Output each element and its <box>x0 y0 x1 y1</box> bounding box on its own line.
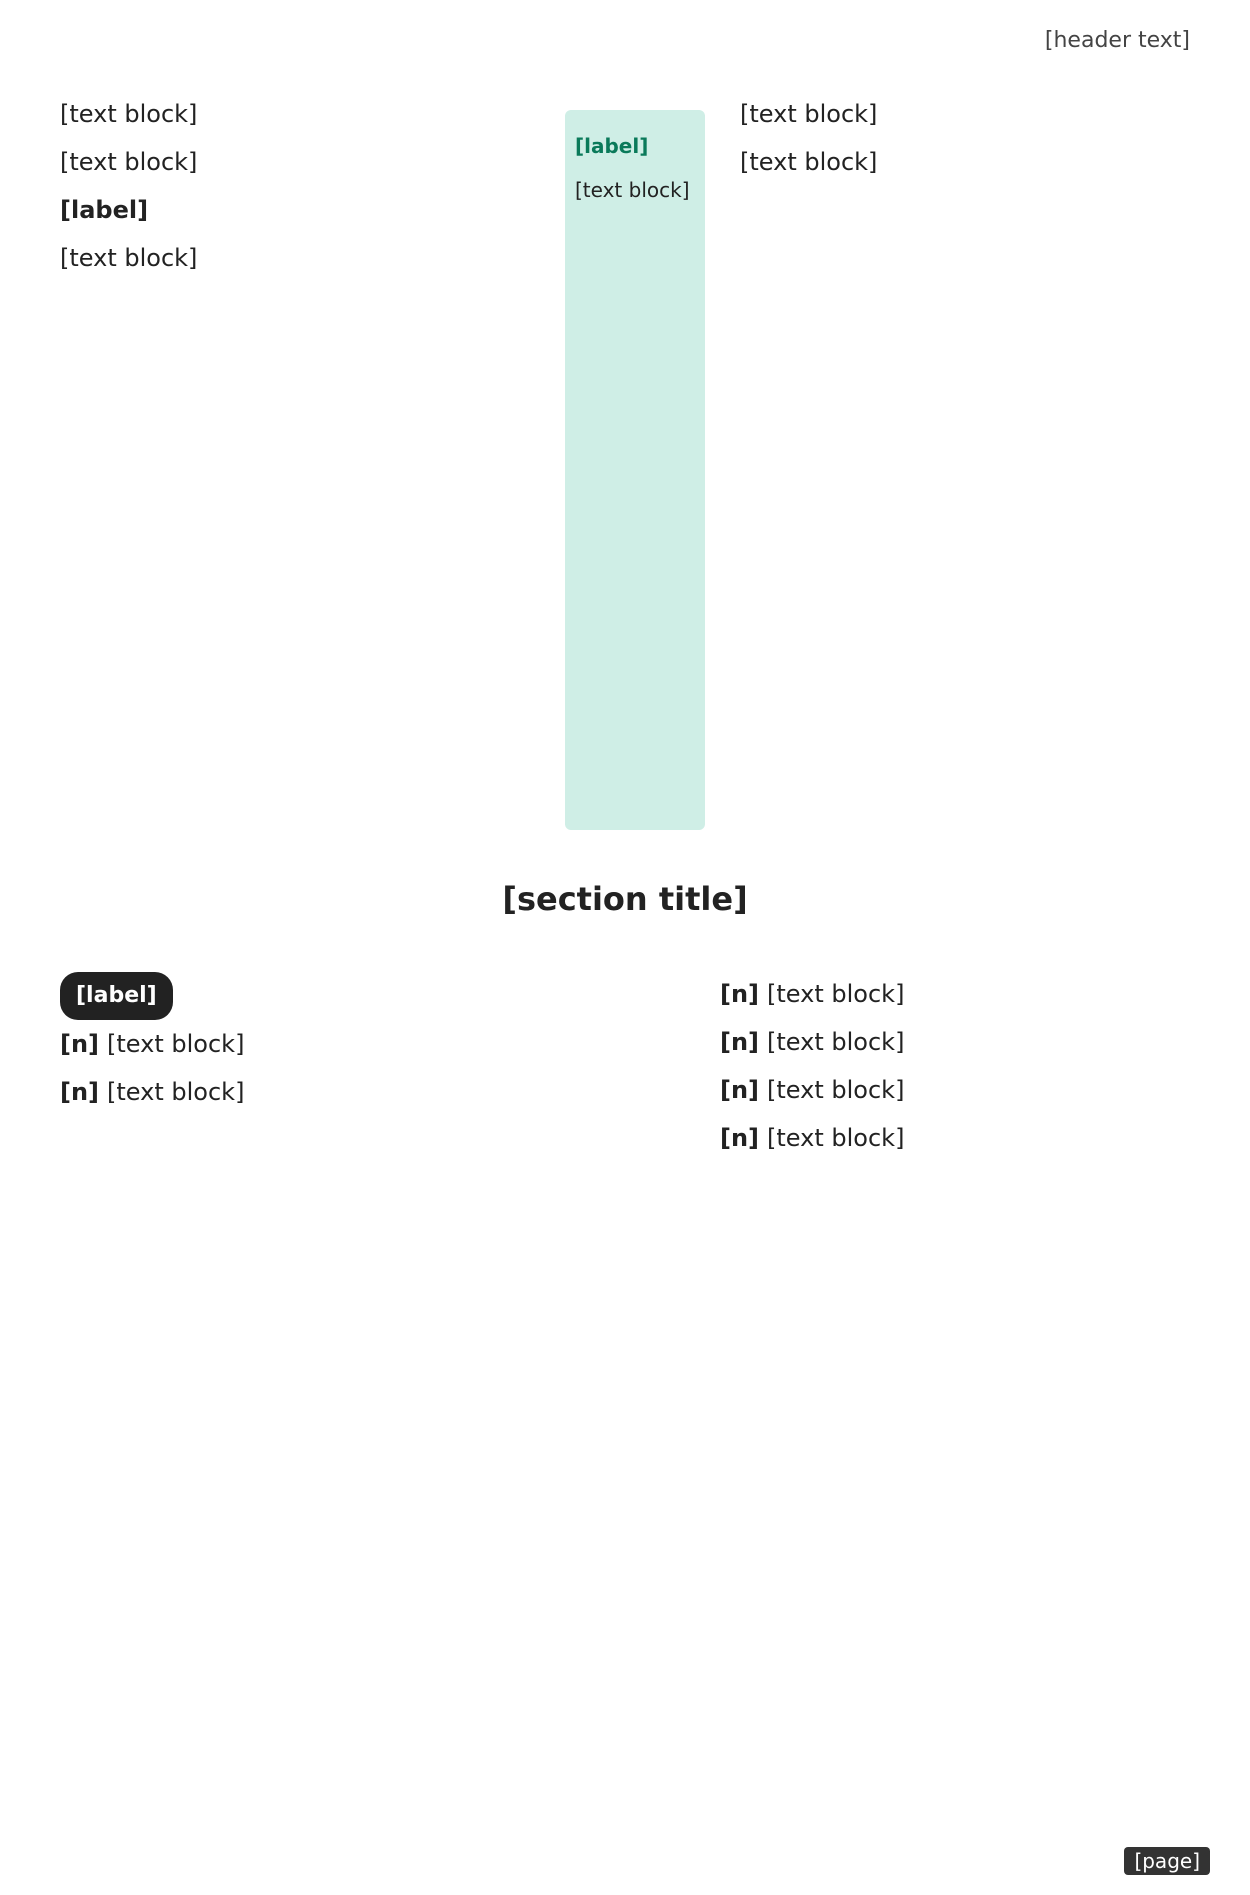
item-number: [n] <box>60 1030 100 1058</box>
answer-item <box>720 1018 1210 1066</box>
bottom-left-column <box>60 970 580 1116</box>
answer-item <box>720 1114 1210 1162</box>
running-header: [header text] <box>1044 28 1190 53</box>
item-text: [text block] <box>767 1028 905 1056</box>
item-text: [text block] <box>767 1124 905 1152</box>
page-number: [page] <box>1124 1847 1210 1875</box>
bottom-right-column <box>720 970 1210 1162</box>
item-number: [n] <box>60 1078 100 1106</box>
paragraph: [text block] <box>60 148 198 176</box>
paragraph: [text block] <box>60 100 198 128</box>
answer-item <box>60 1020 580 1068</box>
paragraph: [text block] <box>740 148 878 176</box>
top-left-column <box>60 90 550 282</box>
tip-panel <box>565 110 705 830</box>
item-text: [text block] <box>767 980 905 1008</box>
paragraph: [text block] <box>60 244 198 272</box>
answer-item <box>720 1066 1210 1114</box>
tip-body: [text block] <box>575 178 690 202</box>
item-text: [text block] <box>107 1030 245 1058</box>
item-text: [text block] <box>107 1078 245 1106</box>
section-title: [section title] <box>502 880 748 918</box>
tip-title: [label] <box>575 134 649 158</box>
section-badge: [label] <box>60 972 173 1020</box>
item-number: [n] <box>720 980 760 1008</box>
answer-item <box>60 1068 580 1116</box>
top-right-column <box>740 90 1210 186</box>
subsection-label: [label] <box>60 196 149 224</box>
answer-item <box>720 970 1210 1018</box>
item-number: [n] <box>720 1028 760 1056</box>
paragraph: [text block] <box>740 100 878 128</box>
item-number: [n] <box>720 1124 760 1152</box>
item-number: [n] <box>720 1076 760 1104</box>
item-text: [text block] <box>767 1076 905 1104</box>
